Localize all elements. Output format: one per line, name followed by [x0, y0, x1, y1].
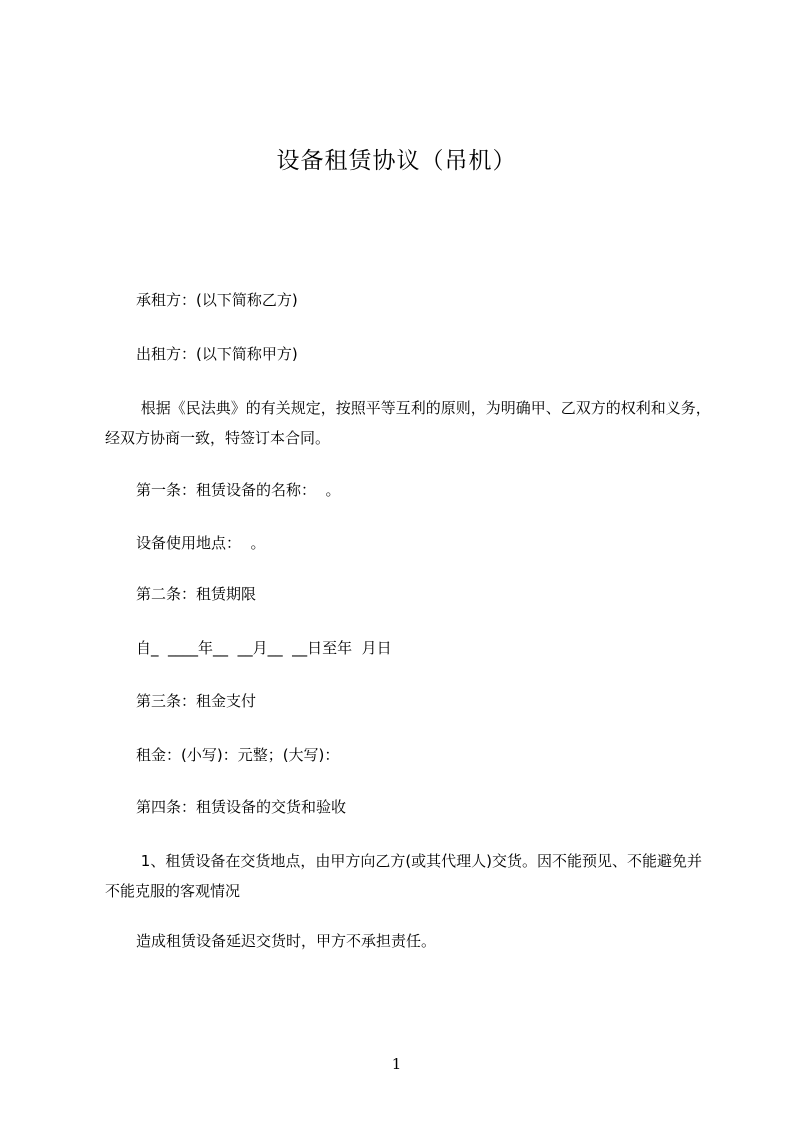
article-2-heading: 第二条：租赁期限	[136, 585, 257, 603]
delivery-clause-1-continued: 造成租赁设备延迟交货时，甲方不承担责任。	[136, 932, 437, 950]
usage-location-line: 设备使用地点： 。	[136, 534, 266, 552]
delivery-clause-1: 1、租赁设备在交货地点，由甲方向乙方(或其代理人)交货。因不能预见、不能避免并不能克服的客观情况	[105, 852, 703, 900]
rent-amount-line: 租金：(小写)：元整；(大写)：	[136, 746, 340, 764]
article-4-heading: 第四条：租赁设备的交货和验收	[136, 798, 347, 816]
preamble-paragraph: 根据《民法典》的有关规定，按照平等互利的原则，为明确甲、乙双方的权利和义务，经双方协商一致，特签订本合同。	[105, 399, 711, 447]
lessee-line: 承租方：(以下简称乙方)	[136, 291, 298, 309]
lessor-line: 出租方：(以下简称甲方)	[136, 345, 298, 363]
article-3-heading: 第三条：租金支付	[136, 692, 257, 710]
page-number: 1	[391, 1055, 402, 1073]
document-title: 设备租赁协议（吊机）	[276, 148, 517, 174]
lease-period-line: 自_ ____年__ __月__ __日至年 月日	[136, 639, 392, 657]
article-1-heading: 第一条：租赁设备的名称： 。	[136, 481, 341, 499]
